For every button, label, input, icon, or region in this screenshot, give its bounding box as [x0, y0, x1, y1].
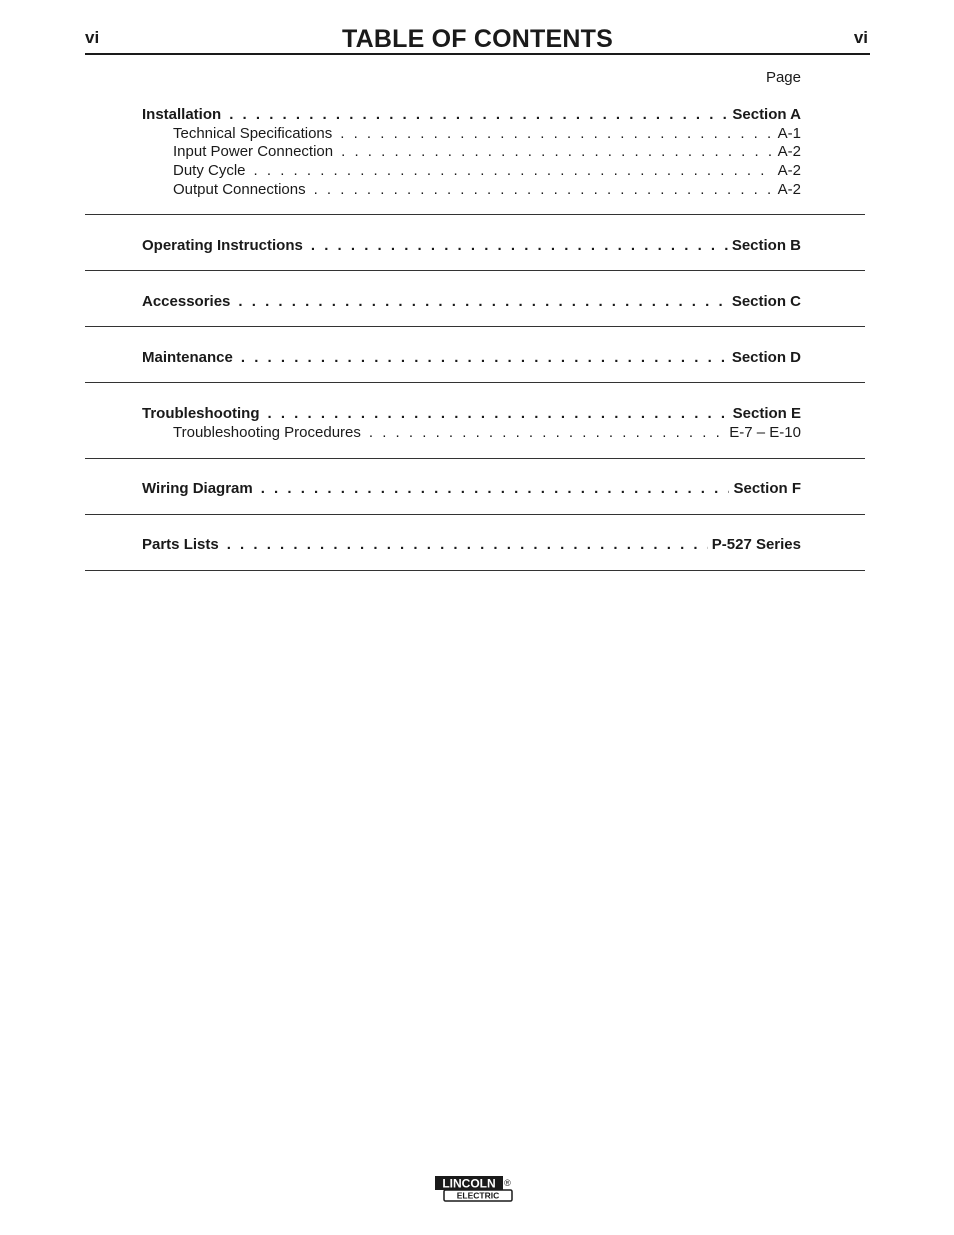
toc-section-title: Accessories — [142, 293, 231, 310]
section-divider — [85, 570, 865, 571]
toc-section-maintenance[interactable] — [142, 349, 801, 366]
dot-leader — [254, 162, 774, 179]
logo-line1: LINCOLN — [442, 1176, 496, 1191]
section-divider — [85, 270, 865, 271]
section-divider — [85, 326, 865, 327]
toc-section-target: Section E — [732, 405, 801, 422]
toc-entry-label: Duty Cycle — [173, 162, 246, 179]
toc-section-troubleshooting[interactable] — [142, 405, 801, 422]
section-divider — [85, 214, 865, 215]
toc-section-title: Wiring Diagram — [142, 480, 253, 497]
toc-section-title: Maintenance — [142, 349, 233, 366]
toc-entry-target: E-7 – E-10 — [729, 424, 801, 441]
toc-section-title: Parts Lists — [142, 536, 219, 553]
toc-section-title: Installation — [142, 106, 222, 123]
toc-entry-technical-specifications[interactable] — [173, 125, 801, 142]
toc-section-title: Troubleshooting — [142, 405, 260, 422]
dot-leader — [241, 349, 728, 366]
toc-section-target: Section B — [731, 237, 801, 254]
toc-entry-label: Output Connections — [173, 181, 306, 198]
lincoln-electric-logo — [434, 1175, 514, 1203]
dot-leader — [340, 125, 773, 142]
toc-section-operating-instructions[interactable] — [142, 237, 801, 254]
toc-entry-input-power-connection[interactable] — [173, 143, 801, 160]
section-divider — [85, 514, 865, 515]
page-header — [85, 24, 870, 54]
toc-section-installation[interactable] — [142, 106, 801, 123]
dot-leader — [369, 424, 725, 441]
toc-section-wiring-diagram[interactable] — [142, 480, 801, 497]
toc-entry-target: A-2 — [777, 162, 801, 179]
toc-section-parts-lists[interactable] — [142, 536, 801, 553]
toc-entry-label: Troubleshooting Procedures — [173, 424, 361, 441]
dot-leader — [268, 405, 729, 422]
toc-entry-target: A-1 — [777, 125, 801, 142]
toc-entry-output-connections[interactable] — [173, 181, 801, 198]
logo-registered-mark: ® — [504, 1178, 511, 1188]
toc-entry-label: Input Power Connection — [173, 143, 334, 160]
dot-leader — [311, 237, 728, 254]
page-number-right: vi — [853, 28, 868, 47]
toc-section-target: Section D — [731, 349, 801, 366]
dot-leader — [229, 106, 728, 123]
logo-line2: ELECTRIC — [456, 1190, 500, 1201]
dot-leader — [341, 143, 774, 160]
page-column-label: Page — [765, 69, 801, 86]
page-title: TABLE OF CONTENTS — [342, 25, 613, 53]
section-divider — [85, 458, 865, 459]
toc-section-target: Section A — [732, 106, 801, 123]
dot-leader — [314, 181, 774, 198]
toc-entry-troubleshooting-procedures[interactable] — [173, 424, 801, 441]
toc-entry-duty-cycle[interactable] — [173, 162, 801, 179]
toc-entry-label: Technical Specifications — [173, 125, 333, 142]
dot-leader — [227, 536, 708, 553]
toc-section-target: Section F — [733, 480, 801, 497]
toc-section-target: Section C — [731, 293, 801, 310]
toc-section-title: Operating Instructions — [142, 237, 303, 254]
dot-leader — [261, 480, 730, 497]
page-number-left: vi — [85, 28, 100, 47]
toc-entry-target: A-2 — [777, 143, 801, 160]
toc-section-accessories[interactable] — [142, 293, 801, 310]
toc-section-target: P-527 Series — [711, 536, 801, 553]
dot-leader — [238, 293, 727, 310]
header-rule — [85, 53, 870, 55]
toc-entry-target: A-2 — [777, 181, 801, 198]
section-divider — [85, 382, 865, 383]
